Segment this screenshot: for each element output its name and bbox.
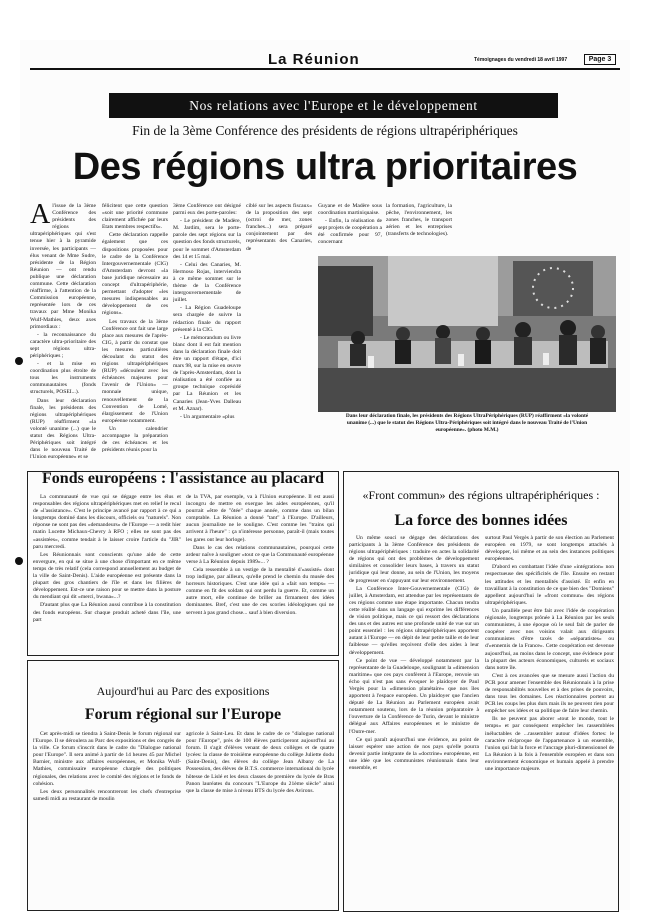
box3-column-1	[33, 731, 181, 907]
bullet-marker	[15, 557, 23, 565]
paragraph: Ce point de vue — développé notamment par la représentante de la Guadeloupe, soulignant la «dimension maritime» que ces pays confèrent à l'Europe, renvoie un écho qui n'est pas sans évoquer le plaidoyer de Paul Vergès pour la «dimension planétaire» que nos îles apportent à l'espace européen. Un plaidoyer que l'ancien député de La Réunion au Parlement européen avait notamment soutenu, lors de la réunion préparatoire à l'ouverture de la Conférence de Turin, devant le ministre délégué aux Affaires européennes et le ministre de l'Outre-mer.	[349, 657, 479, 735]
article-column-2	[102, 203, 168, 461]
paragraph: D'autant plus que La Réunion aussi contribue à la constitution des fonds européens. Sur chaque produit acheté dans l'île, une part	[33, 602, 181, 623]
paragraph: agricole à Saint-Leu. Et dans le cadre de ce "dialogue national pour l'Europe", près de 100 élèves participeront aujourd'hui au forum. Il s'agit d'élèves venant de deux collèges et de quatre lycées: la classe de troisième européenne du collège Juliette dodu (Saint-Denis), des élèves du collège Jean Albany de La Possession, des élèves de B.T.S. commerce international du lycée hôtesse de Lislé et les deux classes de première du lycée de Bras Panon lauréates du concours "L'Europe du 21ème siècle" ainsi que la classe de mise à niveau BTS du lycée des Avirons.	[186, 731, 334, 794]
box-title: La force des bonnes idées	[394, 512, 568, 529]
paragraph: La Conférence Inter-Gouvernementale (CIG) de juillet, à Amsterdam, est attendue par les représentants de ces régions comme une étape importante. Chacun tendra cette réalité dans un langage qui exprime les différences de vision politique, mais ce qui ressort des déclarations des uns et des autres est une profonde unité de vue sur un point essentiel : les régions ultrapériphériques apportent autant à l'Europe — en dépit de leur petite taille et de leur faiblesse — qu'elles reçoivent d'elle des aides à leur développement.	[349, 585, 479, 656]
paragraph: - Celui des Canaries, M. Hermoso Rojas, interviendra à ce même sommet sur le thème de la Conférence intergouvernementale de juillet.	[173, 261, 241, 304]
article-headline: Des régions ultra prioritaires	[72, 146, 578, 188]
paragraph: - Enfin, la réalisation de sept projets de coopération a été confirmée pour 97, concernant	[318, 218, 382, 246]
paragraph: Un parallèle peut être fait avec l'idée de coopération régionale, longtemps prônée à La Réunion par les seuls communistes, à une époque où le seul fait de parler de coopérer avec nos voisins valait aux dirigeants communistes d'être taxés de «séparatistes» ou d'«ennemis de la France». Cette coopération est devenue aujourd'hui, au moins dans le concept, une évidence pour la plupart des acteurs économiques, culturels et sociaux dans notre île.	[485, 607, 614, 671]
dropcap: A	[30, 203, 51, 230]
box-kicker: Aujourd'hui au Parc des expositions	[96, 684, 270, 698]
paragraph: Dans leur déclaration finale, les présidents des régions ultrapériphériques (RUP) réaffirment «la volonté unanime (...) que le statut des Régions Ultra-Périphériques soit intégré dans le nouveau Traité de l'Union européenne» et se	[30, 397, 96, 461]
article-column-4	[246, 203, 312, 461]
paragraph: - Le président de Madère, M. Jardim, sera le porte-parole des sept régions sur la question des fonds structurels, pour le sommet d'Amsterdam des 14 et 15 mai.	[173, 218, 241, 260]
paragraph: Cet après-midi se tiendra à Saint-Denis le forum régional sur l'Europe. Il se déroulera au Parc des expositions et des congrès de la ville. Ce forum s'inscrit dans le cadre du "Dialogue national pour l'Europe". Il sera animé à partir de 14 heures 45 par Michel Barnier, ministre aux affaires européennes, et Monika Wulf-Mathies, commissaire européenne chargée des politiques régionales, des relations avec le comité des régions et le fonds de cohésion.	[33, 731, 181, 787]
paragraph: C'est à ces avancées que se mesure aussi l'action du PCR pour amener l'ensemble des Réunionnais à la prise de responsabilités nouvelles et à des prises de pouvoirs, dans tous les domaines. Les réactionnaires portent au PCR les coups les plus durs mais ils ne peuvent rien pour empêcher ses idées et sa politique de faire leur chemin.	[485, 672, 614, 715]
box2-column-1	[349, 535, 479, 907]
box2-column-2	[485, 535, 614, 907]
article-column-3	[173, 203, 241, 461]
paragraph: Un calendrier accompagne la préparation de ces échéances et les présidents réunis pour la	[102, 425, 168, 454]
paragraph: D'abord en combattant l'idée d'une «intégration» non respectueuse des spécificités de l'île. Ensuite en restant les attitudes et les mentalités d'assisté. Et enfin en travaillant à la constitution de ce que bien des "Domiens" appellent aujourd'hui le «front commun» des régions ultrapériphériques.	[485, 564, 614, 606]
section-title: La Réunion	[268, 51, 360, 68]
paragraph: Cette déclaration rappelle également que ces dispositions proposées pour le cadre de la Conférence Intergouvernementale (CIG) d'Amsterdam devront «la base juridique nécessaire au concept d'ultrapériphérie, permettant d'adopter «les mesures indispensables au développement de ces régions».	[102, 232, 168, 317]
article-column-6	[386, 203, 452, 263]
paragraph: Les Réunionnais sont conscients qu'une aide de cette envergure, en qui se situe à une chose d'important en ce même temps de très relatif (cela correspond annuellement au budget de la ville de Saint-Denis). L'aide européenne est présente dans la plupart des gros chantiers de l'île et dans les filières de développement. Est-ce une raison pour se mettre dans la posture du mendiant qui dit «merci, bwana»...?	[33, 551, 181, 601]
box1-column-2	[186, 494, 334, 652]
box-kicker: «Front commun» des régions ultrapériphériques :	[362, 488, 600, 502]
paragraph: Guyane et de Madère sous coordination martiniquaise.	[318, 203, 382, 217]
article-column-5	[318, 203, 382, 263]
paragraph: Les deux personnalités rencontreront les chefs d'entreprise samedi midi au restaurant de moulin	[33, 788, 181, 802]
paragraph: Dans le cas des relations communautaires, pourquoi cette ardeur naïve à souligner «tout ce que la Communauté européenne verse à La Réunion depuis 1989»... ?	[186, 544, 334, 565]
paragraph: Cela ressemble à un vestige de la mentalité d'«assisté» dont trop indigne, par ailleurs, qu'elle prend le chemin du musée des horreurs historiques. C'est une idée qui a «fait son temps» — comme en fit des soldats qui ont perdu la guerre. Et, comme un autre mort, elle continue de briller au firmament des idées dominantes. Bref, c'est une de ces scories idéologiques qui ne servent à pas grand chose... sauf à bien diversion.	[186, 566, 334, 616]
article-column-1	[30, 203, 96, 461]
paragraph: 3ème Conférence ont désigné parmi eux des porte-paroles:	[173, 203, 241, 217]
paragraph: Ils ne peuvent pas aborer «tout le monde, tout le temps» et par conséquent empêcher les rassemblées inéluctables de ...rassembler autour d'idées fortes: le caractère réciproque de l'appartenance à un ensemble, l'union qui fait la force et l'ancrage pluri-dimensionnel de La Réunion à la fois à l'ensemble européen et dans son environnement économique et humain appelé à prendre une importance majeure.	[485, 716, 614, 772]
page-number: Page 3	[584, 54, 616, 65]
box-title: Forum régional sur l'Europe	[84, 706, 282, 723]
article-kicker: Fin de la 3ème Conférence des présidents de régions ultrapériphériques	[132, 123, 518, 138]
photo-caption: Dans leur déclaration finale, les présidents des Régions UltraPériphériques (RUP) réaffirment «la volonté unanime (...) que le statut des Régions Ultra-Périphériques soit intégré dans le nouveau Traité de l'Union européenne». (photo M.M.)	[345, 413, 589, 433]
box3-column-2	[186, 731, 334, 907]
bullet-marker	[15, 357, 23, 365]
paragraph: la formation, l'agriculture, la pêche, l'environnement, les zones franches, le transport aérien et les entreprises (transferts de technologies).	[386, 203, 452, 238]
box1-column-1	[33, 494, 181, 652]
paragraph: - et la mise en coordination plus étroite de tous les instruments communautaires (fonds structurels, POSEI...).	[30, 361, 96, 396]
paragraph: surtout Paul Vergès à partir de son élection au Parlement européen en 1979, se sont longtemps attachés à développer, loi même et au sein des instances politiques européennes.	[485, 535, 614, 563]
paragraph: - la reconnaissance du caractère ultra-prioritaire des sept régions ultra-périphériques ;	[30, 331, 96, 359]
paragraph: ciblé sur les aspects fiscaux» de la proposition des sept (octroi de mer, zones franches...) sera préparé conjointement par des représentants des Canaries, de	[246, 203, 312, 252]
paragraph: Les travaux de la 3ème Conférence ont fait une large place aux mesures de l'après-CIG, à partir du constat que les mesures particulières découlant du statut des régions ultrapériphériques (RUP) «découlent avec les échéances majeures pour l'avenir de l'Union» — monnaie unique, renouvellement de la Convention de Lomé, élargissement de l'Union européenne notamment.	[102, 318, 168, 424]
conference-photo	[318, 256, 616, 412]
paragraph: - Un argumentaire «plus	[180, 413, 235, 420]
paragraph: Ce qui paraît aujourd'hui une évidence, au point de laisser espérer une action de nos pays qu'elle pourra devenir partie intégrante de la «doctrine» européenne, est une idée que les communistes réunionnais dans leur ensemble, et	[349, 736, 479, 771]
paragraph: - Le mémorandum ou livre blanc dont il est fait mention dans la déclaration finale doit être un rapport d'étape, d'ici mars 98, sur la mise en œuvre de l'après-Amsterdam, dont la réalisation a été confiée au groupe technique coprésidé par La Réunion et les Canaries (Jean-Yves Dalleau et M. Aznar).	[173, 334, 241, 412]
paragraph: l'issue de la 3ème Conférence des présidents des régions ultrapériphériques qui s'est tenue hier à la pyramide inversée, les participants — élus venant de Mme Sudre, présidente de la Région Réunion — ont rendu publique une déclaration commune. Cette déclaration réaffirme, à l'attention de la Commission européenne, représentée lors de ces travaux par Mme Monika Wulf-Mathies, deux axes primordiaux :	[30, 203, 96, 330]
paragraph: - La Région Guadeloupe sera chargée de suivre la rédaction finale du rapport présenté à la CIG.	[173, 305, 241, 333]
paragraph: félicitent que cette question «soit une priorité commune clairement affichée par leurs Etats membres respectifs».	[102, 203, 168, 231]
photo-illustration	[318, 256, 616, 412]
paragraph: La communauté de vue qui se dégage entre les élus et responsables des régions ultrapériphériques met en relief le recul de «l'assistance». C'est le principe avancé par rapport à ce qui a longtemps dominé dans les discours, officiels ou "naturels". Non réponse ne sont pas des «demandeurs» de l'Europe — a redit hier matin Lucette Michaux-Chevry à RFO ; elles ne sont pas des «assistées», comme tendait à le laisser croire l'article du "JIR" paru mercredi.	[33, 494, 181, 550]
paragraph: de la TVA, par exemple, va à l'Union européenne. Il est aussi incongru de mettre en exergue les aides européennes, qu'il pourrait «être de "ôtée" chaque année, comme dans un bilan comptable. La Réunion a donné "tant" à l'Europe. D'ailleurs, aucun journaliste ne le souligne. C'est comme les "trains qui arrivent à l'heure" : ça n'intéresse personne, paraît-il (mais toutes les gares ont leur horloge).	[186, 494, 334, 543]
paragraph: Un même souci se dégage des déclarations des participants à la 3ème Conférence des présidents de régions ultrapériphériques : traduire en actes la solidarité de régions qui ont des problèmes de développement similaires et consolider leurs bases, à travers un statut juridique qui leur donne, au sein de l'Union, les moyens de progresser en s'appuyant sur leur environnement.	[349, 535, 479, 584]
section-banner: Nos relations avec l'Europe et le développement	[109, 93, 558, 118]
issue-date: Témoignages du vendredi 18 avril 1997	[474, 57, 568, 63]
header-rule	[30, 68, 620, 70]
box-title: Fonds européens : l'assistance au placard	[42, 470, 324, 487]
